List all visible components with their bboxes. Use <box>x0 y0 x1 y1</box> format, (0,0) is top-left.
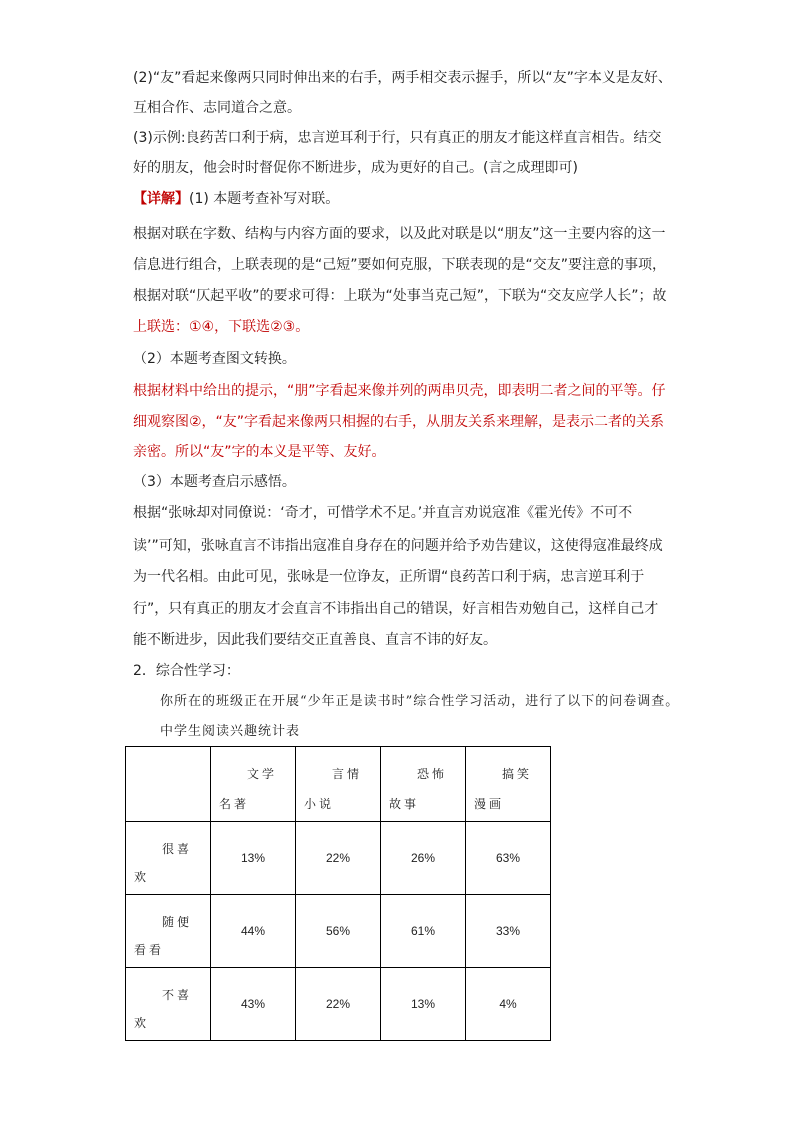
row-label-a: 不喜 <box>161 988 192 1002</box>
explanation-heading <box>133 189 678 209</box>
answer-3-line-2: 好的朋友，他会时时督促你不断进步，成为更好的自己。(言之成理即可) <box>133 160 578 176</box>
table-cell: 13% <box>211 822 296 895</box>
explanation-3-line-2: 读’”可知，张咏直言不讳指出寇准自身存在的问题并给予劝告建议，这使得寇准最终成 <box>133 538 663 554</box>
answer-2-line-1: (2)“友”看起来像两只同时伸出来的右手，两手相交表示握手，所以“友”字本义是友好、 <box>133 70 672 86</box>
explanation-3-line-4: 行”，只有真正的朋友才会直言不讳指出自己的错误，好言相告劝勉自己，这样自己才 <box>133 601 659 617</box>
answer-2-line-2: 互相合作、志同道合之意。 <box>133 100 301 116</box>
header-cell-horror <box>381 747 466 822</box>
row-label-cell <box>126 968 211 1041</box>
header-text-a: 文学 <box>246 767 277 781</box>
table-cell: 13% <box>381 968 466 1041</box>
explanation-2-line-2: 细观察图②，“友”字看起来像两只相握的右手，从朋友关系来理解，是表示二者的关系 <box>133 414 665 430</box>
question-2-prompt: 你所在的班级正在开展“少年正是读书时”综合性学习活动，进行了以下的问卷调查。 <box>160 694 680 709</box>
explanation-3-line-1: 根据“张咏却对同僚说：‘奇才，可惜学术不足。’并直言劝说寇准《霍光传》不可不 <box>133 505 633 521</box>
row-label-a: 随便 <box>161 915 192 929</box>
table-cell: 61% <box>381 895 466 968</box>
explanation-1-line-4: 上联选：①④，下联选②③。 <box>133 319 310 335</box>
header-text-b: 故事 <box>389 797 420 811</box>
header-text-b: 漫画 <box>474 797 505 811</box>
table-header-row <box>126 747 551 822</box>
explanation-part-1-title: (1) 本题考查补写对联。 <box>189 191 340 207</box>
table-cell: 4% <box>466 968 551 1041</box>
header-text-a: 恐怖 <box>416 767 447 781</box>
header-text-b: 小说 <box>304 797 335 811</box>
table-cell: 63% <box>466 822 551 895</box>
table-cell: 43% <box>211 968 296 1041</box>
table-row <box>126 968 551 1041</box>
table-cell: 56% <box>296 895 381 968</box>
table-cell: 33% <box>466 895 551 968</box>
explanation-2-line-3: 亲密。所以“友”字的本义是平等、友好。 <box>133 444 386 460</box>
table-cell: 22% <box>296 968 381 1041</box>
row-label-a: 很喜 <box>161 842 192 856</box>
table-caption: 中学生阅读兴趣统计表 <box>160 724 301 739</box>
explanation-part-2-title: （2）本题考查图文转换。 <box>133 351 296 367</box>
explanation-2-line-1: 根据材料中给出的提示，“朋”字看起来像并列的两串贝壳，即表明二者之间的平等。仔 <box>133 383 666 399</box>
row-label-cell <box>126 895 211 968</box>
header-text-b: 名著 <box>219 797 250 811</box>
explanation-1-line-3: 根据对联“仄起平收”的要求可得：上联为“处事当克己短”，下联为“交友应学人长”；故 <box>133 288 667 304</box>
explanation-tag: 【详解】 <box>133 191 189 207</box>
reading-interest-table <box>125 746 551 1041</box>
answer-3-line-1: (3)示例:良药苦口利于病，忠言逆耳利于行，只有真正的朋友才能这样直言相告。结交 <box>133 130 662 146</box>
table-cell: 26% <box>381 822 466 895</box>
explanation-3-line-5: 能不断进步，因此我们要结交正直善良、直言不讳的好友。 <box>133 632 497 648</box>
header-cell-romance <box>296 747 381 822</box>
header-text-a: 搞笑 <box>501 767 532 781</box>
header-text-a: 言情 <box>331 767 362 781</box>
row-label-b: 欢 <box>134 1016 150 1030</box>
table-cell: 44% <box>211 895 296 968</box>
question-2-heading: 2．综合性学习： <box>133 663 240 679</box>
header-cell-comics <box>466 747 551 822</box>
row-label-b: 欢 <box>134 870 150 884</box>
row-label-b: 看看 <box>134 943 165 957</box>
explanation-part-3-title: （3）本题考查启示感悟。 <box>133 474 296 490</box>
row-label-cell <box>126 822 211 895</box>
table-row <box>126 822 551 895</box>
explanation-1-line-1: 根据对联在字数、结构与内容方面的要求，以及此对联是以“朋友”这一主要内容的这一 <box>133 226 666 242</box>
explanation-1-line-2: 信息进行组合，上联表现的是“己短”要如何克服，下联表现的是“交友”要注意的事项， <box>133 257 667 273</box>
table-cell: 22% <box>296 822 381 895</box>
explanation-3-line-3: 为一代名相。由此可见，张咏是一位诤友，正所谓“良药苦口利于病，忠言逆耳利于 <box>133 569 645 585</box>
table-corner-cell <box>126 747 211 822</box>
header-cell-literature <box>211 747 296 822</box>
table-row <box>126 895 551 968</box>
